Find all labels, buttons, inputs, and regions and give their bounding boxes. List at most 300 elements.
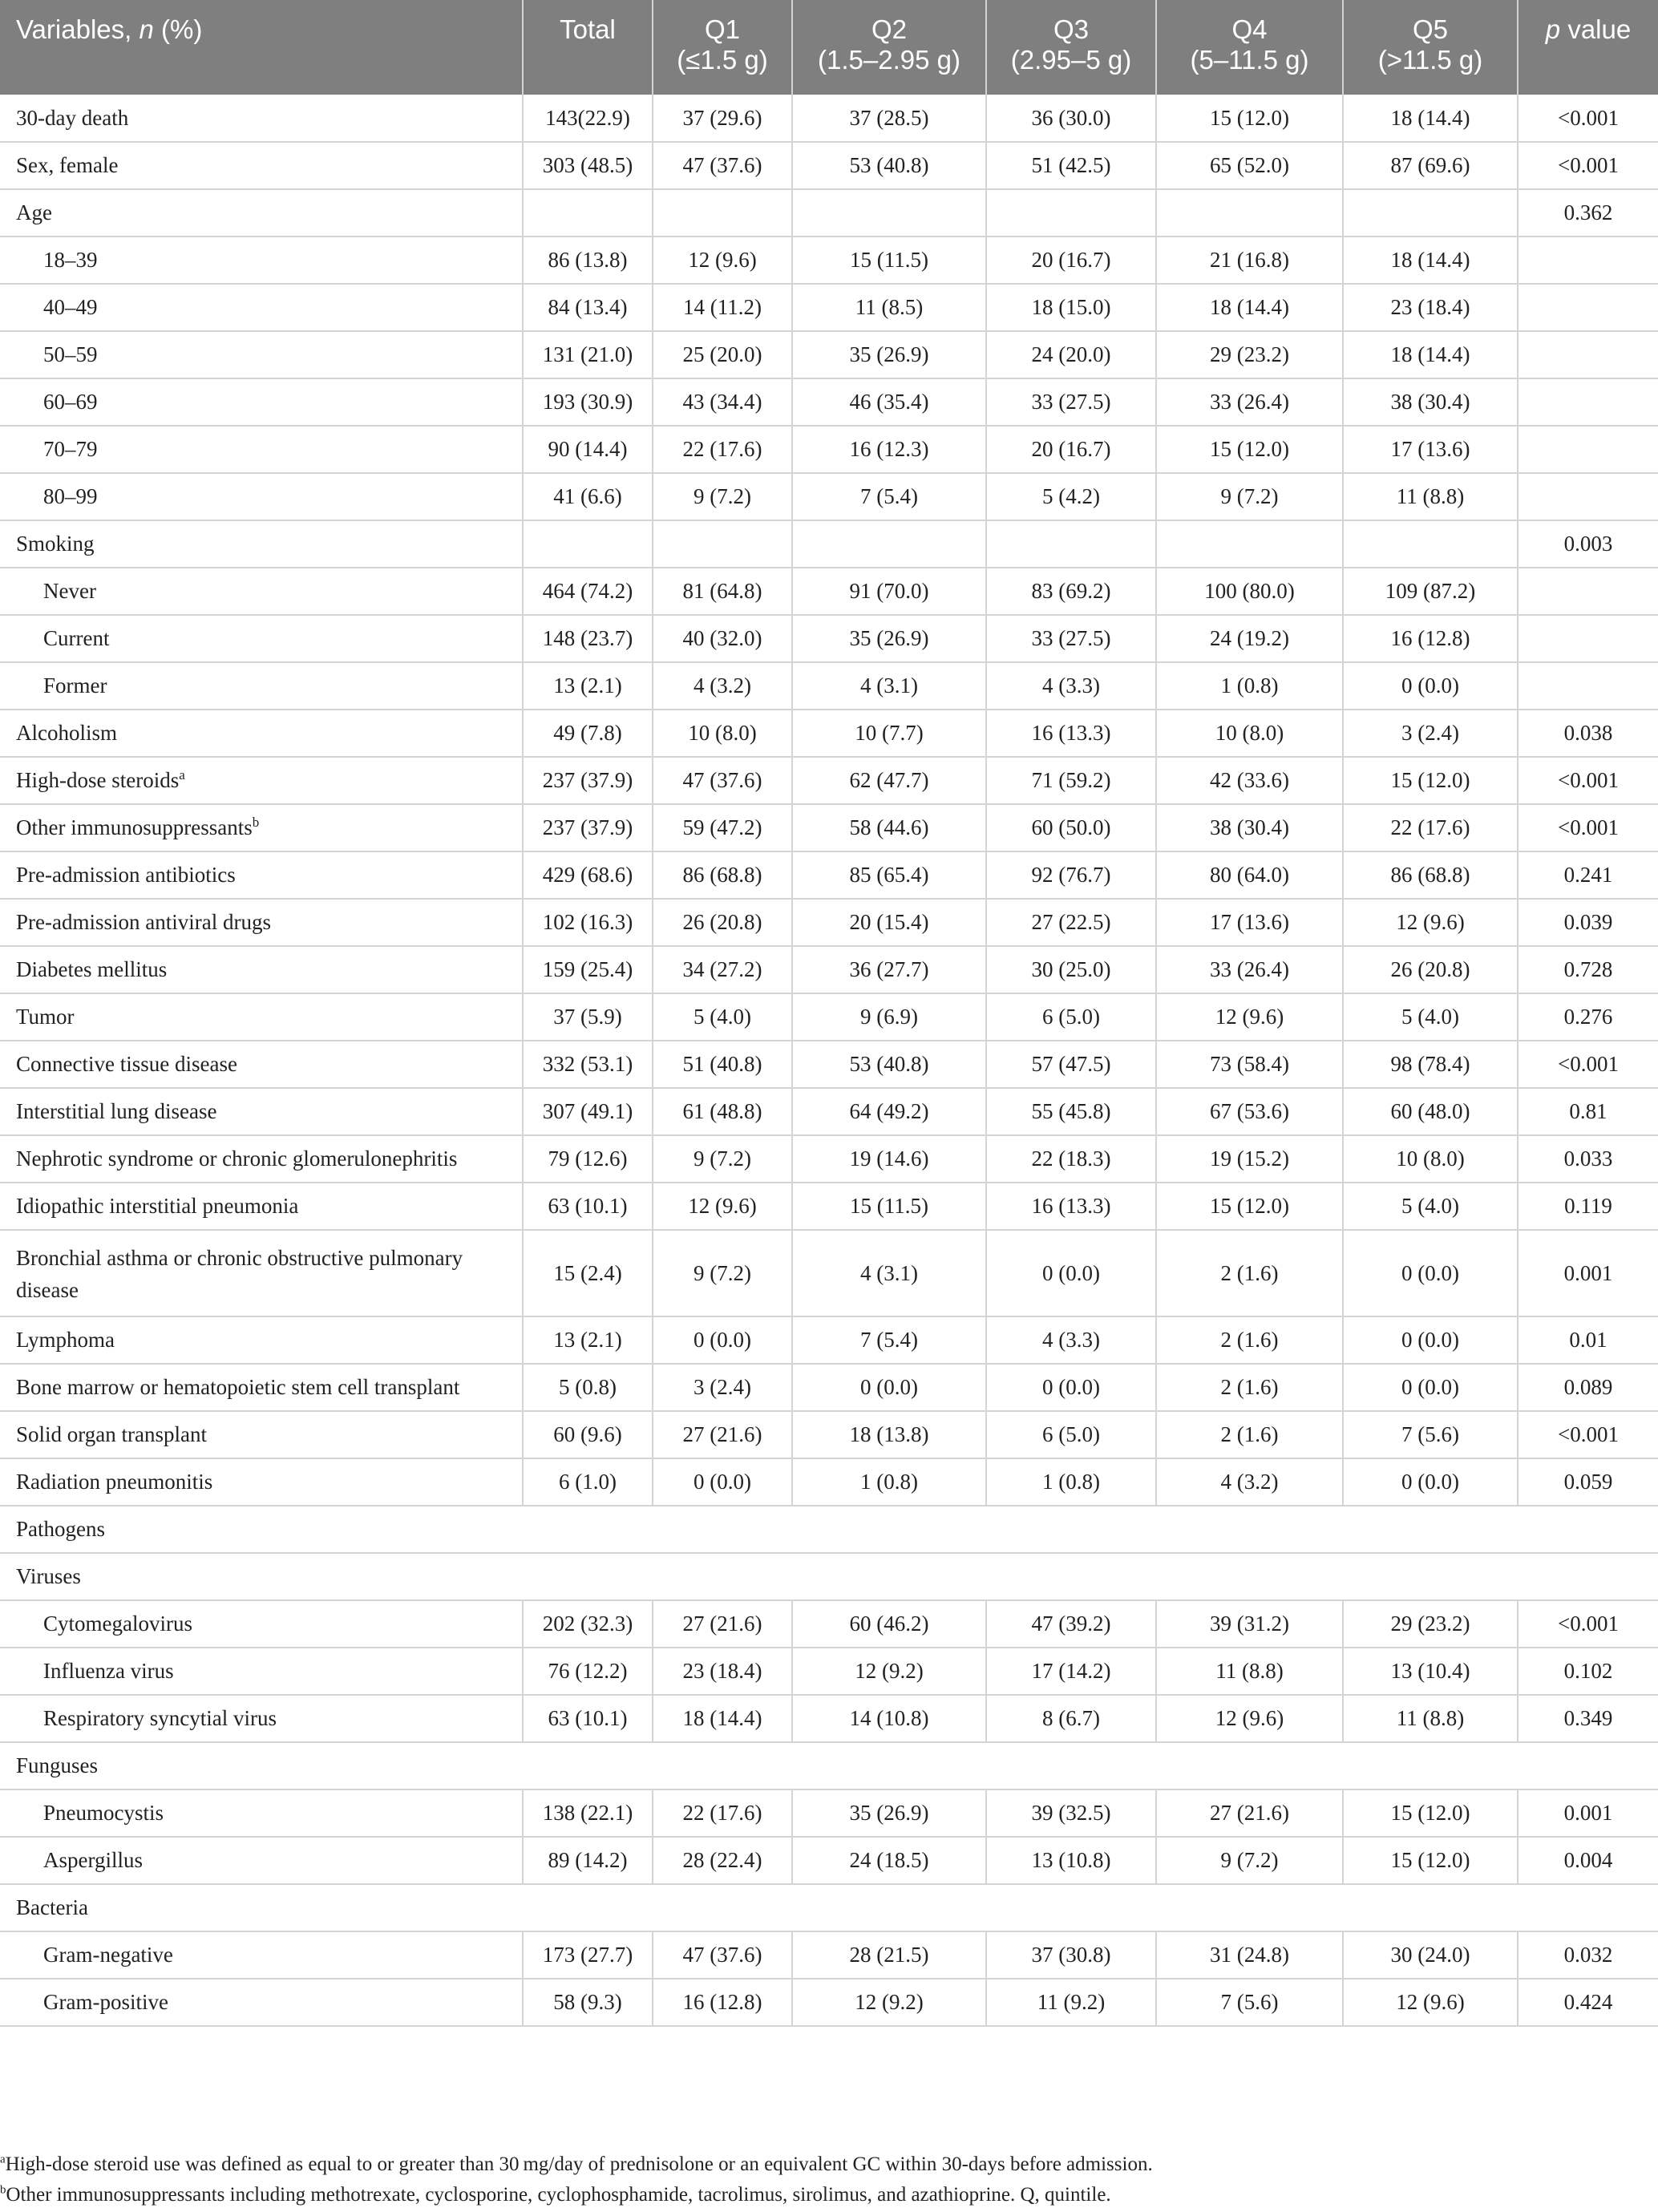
footnote-b: $^b$Other immunosuppressants including methotrexate, cyclosporine, cyclophosphamide, tacrolimus, sirolimus, and azathioprine. Q, quintile. [0,2183,1111,2206]
row-label-text: Solid organ transplant [16,1422,207,1446]
cell-q1: 22 (17.6) [653,426,792,473]
cell-q3: 13 (10.8) [986,1837,1156,1884]
cell-q4: 12 (9.6) [1156,993,1343,1041]
cell-q1: 12 (9.6) [653,237,792,284]
cell-q5: 60 (48.0) [1343,1088,1518,1135]
cell-q1: 5 (4.0) [653,993,792,1041]
row-label [0,804,523,851]
cell-q3: 0 (0.0) [986,1230,1156,1316]
cell-total: 102 (16.3) [523,899,653,946]
cell-q1: 22 (17.6) [653,1789,792,1837]
section-heading: Funguses [0,1742,1658,1789]
cell-q1: 27 (21.6) [653,1600,792,1648]
cell-total: 159 (25.4) [523,946,653,993]
header-q3: Q3 (2.95–5 g) [986,0,1156,95]
row-label-text: Pneumocystis [43,1801,164,1825]
cell-total: 37 (5.9) [523,993,653,1041]
cell-q2: 18 (13.8) [792,1411,986,1458]
cell-q2: 24 (18.5) [792,1837,986,1884]
cell-p-value: 0.059 [1518,1458,1658,1506]
cell-q5: 5 (4.0) [1343,993,1518,1041]
cell-q2: 35 (26.9) [792,1789,986,1837]
table-row [0,1600,1658,1648]
table-row [0,1230,1658,1316]
cell-q1: 9 (7.2) [653,1230,792,1316]
cell-q5: 5 (4.0) [1343,1183,1518,1230]
cell-q5: 30 (24.0) [1343,1931,1518,1979]
cell-q3: 36 (30.0) [986,95,1156,142]
cell-p-value: <0.001 [1518,757,1658,804]
header-q5: Q5 (>11.5 g) [1343,0,1518,95]
row-label-text: 70–79 [43,437,98,461]
cell-q4: 65 (52.0) [1156,142,1343,189]
cell-q1 [653,189,792,237]
row-label [0,615,523,662]
cell-total: 202 (32.3) [523,1600,653,1648]
cell-q3: 16 (13.3) [986,710,1156,757]
row-label [0,1364,523,1411]
cell-q3: 20 (16.7) [986,237,1156,284]
cell-q5: 11 (8.8) [1343,1695,1518,1742]
cell-p-value: 0.424 [1518,1979,1658,2026]
cell-q5: 18 (14.4) [1343,95,1518,142]
cell-q1: 18 (14.4) [653,1695,792,1742]
cell-q1 [653,520,792,568]
row-label-text: 18–39 [43,248,98,272]
cell-q2: 37 (28.5) [792,95,986,142]
row-label-text: Pre-admission antiviral drugs [16,910,271,934]
section-heading: Bacteria [0,1884,1658,1931]
cell-q1: 9 (7.2) [653,1135,792,1183]
cell-q4: 9 (7.2) [1156,473,1343,520]
cell-q5: 17 (13.6) [1343,426,1518,473]
cell-q4: 33 (26.4) [1156,378,1343,426]
cell-p-value: <0.001 [1518,1041,1658,1088]
cell-p-value: 0.119 [1518,1183,1658,1230]
cell-q5: 18 (14.4) [1343,237,1518,284]
footnote-a: $^a$High-dose steroid use was defined as equal to or greater than 30 mg/day of prednisolone or an equivalent GC within 30-days before admission. [0,2153,1153,2175]
row-label [0,568,523,615]
cell-q5: 87 (69.6) [1343,142,1518,189]
row-label [0,1789,523,1837]
table-row [0,1364,1658,1411]
table-row [0,189,1658,237]
header-p-value: p value [1518,0,1658,95]
row-label [0,899,523,946]
cell-p-value: 0.362 [1518,189,1658,237]
row-label [0,757,523,804]
cell-q2: 15 (11.5) [792,237,986,284]
table-row [0,1088,1658,1135]
cell-q5: 18 (14.4) [1343,331,1518,378]
table-row [0,1837,1658,1884]
table-row [0,899,1658,946]
cell-q2: 46 (35.4) [792,378,986,426]
cell-q2: 12 (9.2) [792,1979,986,2026]
cell-q5: 15 (12.0) [1343,1837,1518,1884]
cell-total: 63 (10.1) [523,1183,653,1230]
row-label-text: Nephrotic syndrome or chronic glomerulonephritis [16,1146,458,1171]
row-label-text: Never [43,579,96,603]
row-label-text: Aspergillus [43,1848,144,1872]
cell-q2: 36 (27.7) [792,946,986,993]
cell-q2: 53 (40.8) [792,142,986,189]
table-body [0,95,1658,2026]
cell-q5: 0 (0.0) [1343,1230,1518,1316]
cell-q5: 0 (0.0) [1343,662,1518,710]
table-row [0,710,1658,757]
cell-p-value [1518,568,1658,615]
cell-total: 58 (9.3) [523,1979,653,2026]
cell-q4: 2 (1.6) [1156,1230,1343,1316]
row-label [0,1230,523,1316]
row-label [0,662,523,710]
row-label-text: Tumor [16,1005,75,1029]
table-row [0,426,1658,473]
cell-q4: 18 (14.4) [1156,284,1343,331]
cell-total: 63 (10.1) [523,1695,653,1742]
cell-q3: 22 (18.3) [986,1135,1156,1183]
cell-q3: 71 (59.2) [986,757,1156,804]
cell-q4: 15 (12.0) [1156,95,1343,142]
row-label [0,1458,523,1506]
cell-p-value: 0.004 [1518,1837,1658,1884]
row-label-text: Cytomegalovirus [43,1611,192,1636]
cell-q2: 85 (65.4) [792,851,986,899]
cell-q4: 1 (0.8) [1156,662,1343,710]
cell-q1: 9 (7.2) [653,473,792,520]
cell-q4: 12 (9.6) [1156,1695,1343,1742]
table-row [0,946,1658,993]
cell-q2: 35 (26.9) [792,615,986,662]
row-label-text: 80–99 [43,484,98,508]
cell-q3: 27 (22.5) [986,899,1156,946]
cell-q1: 47 (37.6) [653,757,792,804]
cell-p-value: <0.001 [1518,142,1658,189]
table-row [0,1411,1658,1458]
cell-total: 429 (68.6) [523,851,653,899]
cell-q4: 38 (30.4) [1156,804,1343,851]
row-label-text: Bone marrow or hematopoietic stem cell transplant [16,1375,460,1399]
table-row [0,378,1658,426]
cell-q5: 12 (9.6) [1343,899,1518,946]
header-q2: Q2 (1.5–2.95 g) [792,0,986,95]
cell-q2: 60 (46.2) [792,1600,986,1648]
header-total: Total [523,0,653,95]
cell-q3: 18 (15.0) [986,284,1156,331]
cell-p-value: 0.01 [1518,1316,1658,1364]
cell-q5: 3 (2.4) [1343,710,1518,757]
row-label [0,284,523,331]
cell-q3: 24 (20.0) [986,331,1156,378]
row-label [0,1600,523,1648]
cell-total: 6 (1.0) [523,1458,653,1506]
row-label-text: 30-day death [16,105,129,130]
cell-total: 86 (13.8) [523,237,653,284]
cell-q4: 31 (24.8) [1156,1931,1343,1979]
row-label-text: Pre-admission antibiotics [16,863,236,887]
row-label [0,1041,523,1088]
cell-p-value [1518,426,1658,473]
row-label-text: High-dose steroids [16,768,180,792]
cell-q1: 12 (9.6) [653,1183,792,1230]
cell-q2: 64 (49.2) [792,1088,986,1135]
cell-total: 148 (23.7) [523,615,653,662]
cell-q3: 8 (6.7) [986,1695,1156,1742]
row-label-text: Radiation pneumonitis [16,1470,213,1494]
cell-q3: 1 (0.8) [986,1458,1156,1506]
cell-q3: 39 (32.5) [986,1789,1156,1837]
table-row [0,851,1658,899]
table-row [0,331,1658,378]
cell-q4: 67 (53.6) [1156,1088,1343,1135]
cell-q5: 13 (10.4) [1343,1648,1518,1695]
row-label [0,851,523,899]
cell-total: 464 (74.2) [523,568,653,615]
cell-q4: 2 (1.6) [1156,1364,1343,1411]
cell-q1: 86 (68.8) [653,851,792,899]
cell-total [523,189,653,237]
cell-q1: 37 (29.6) [653,95,792,142]
table-row [0,1041,1658,1088]
cell-p-value: 0.276 [1518,993,1658,1041]
header-q1: Q1 (≤1.5 g) [653,0,792,95]
cell-q4: 27 (21.6) [1156,1789,1343,1837]
cell-p-value: 0.349 [1518,1695,1658,1742]
cell-q4: 10 (8.0) [1156,710,1343,757]
cell-q5: 98 (78.4) [1343,1041,1518,1088]
cell-q4 [1156,189,1343,237]
cell-total: 49 (7.8) [523,710,653,757]
cell-q5: 38 (30.4) [1343,378,1518,426]
header-variables: Variables, n (%) [0,0,523,95]
cell-total: 15 (2.4) [523,1230,653,1316]
cell-q2: 12 (9.2) [792,1648,986,1695]
cell-p-value: 0.032 [1518,1931,1658,1979]
row-label-text: Lymphoma [16,1328,115,1352]
cell-q1: 27 (21.6) [653,1411,792,1458]
row-label [0,1931,523,1979]
cell-q5: 0 (0.0) [1343,1458,1518,1506]
row-label-text: Connective tissue disease [16,1052,237,1076]
cell-q2: 4 (3.1) [792,662,986,710]
cell-p-value: 0.001 [1518,1230,1658,1316]
cell-q4: 11 (8.8) [1156,1648,1343,1695]
cell-q5: 23 (18.4) [1343,284,1518,331]
cell-total: 173 (27.7) [523,1931,653,1979]
cell-p-value: 0.728 [1518,946,1658,993]
cell-total: 13 (2.1) [523,1316,653,1364]
cell-total: 193 (30.9) [523,378,653,426]
cell-q4: 2 (1.6) [1156,1316,1343,1364]
cell-p-value [1518,284,1658,331]
cell-q4: 7 (5.6) [1156,1979,1343,2026]
cell-p-value: <0.001 [1518,1411,1658,1458]
cell-total: 84 (13.4) [523,284,653,331]
header-q4: Q4 (5–11.5 g) [1156,0,1343,95]
cell-q4: 24 (19.2) [1156,615,1343,662]
cell-q1: 34 (27.2) [653,946,792,993]
row-label [0,95,523,142]
cell-q1: 47 (37.6) [653,1931,792,1979]
cell-q2: 91 (70.0) [792,568,986,615]
row-label-text: Former [43,673,107,698]
cell-total: 5 (0.8) [523,1364,653,1411]
cell-q2: 1 (0.8) [792,1458,986,1506]
cell-p-value [1518,237,1658,284]
cell-q4: 15 (12.0) [1156,426,1343,473]
header-row [0,0,1658,95]
cell-q2: 58 (44.6) [792,804,986,851]
cell-q3: 30 (25.0) [986,946,1156,993]
cell-q3: 33 (27.5) [986,615,1156,662]
cell-q1: 10 (8.0) [653,710,792,757]
table-row [0,1648,1658,1695]
row-label-text: Gram-negative [43,1943,173,1967]
cell-q4: 33 (26.4) [1156,946,1343,993]
cell-total: 60 (9.6) [523,1411,653,1458]
table-row [0,1316,1658,1364]
table-row [0,95,1658,142]
cell-q3: 6 (5.0) [986,993,1156,1041]
cell-total: 138 (22.1) [523,1789,653,1837]
footnotes [0,2149,1658,2210]
cell-q3: 37 (30.8) [986,1931,1156,1979]
cell-p-value: 0.102 [1518,1648,1658,1695]
row-label [0,473,523,520]
cell-q4: 15 (12.0) [1156,1183,1343,1230]
cell-q3: 17 (14.2) [986,1648,1156,1695]
table-row [0,993,1658,1041]
cell-q5: 10 (8.0) [1343,1135,1518,1183]
table-row [0,1183,1658,1230]
cell-q3: 60 (50.0) [986,804,1156,851]
cell-p-value: 0.089 [1518,1364,1658,1411]
cell-q3: 5 (4.2) [986,473,1156,520]
cell-q2: 7 (5.4) [792,473,986,520]
row-label [0,993,523,1041]
cell-q1: 0 (0.0) [653,1316,792,1364]
table-row [0,757,1658,804]
cell-p-value: 0.241 [1518,851,1658,899]
cell-q4: 2 (1.6) [1156,1411,1343,1458]
cell-q3: 57 (47.5) [986,1041,1156,1088]
cell-q1: 61 (48.8) [653,1088,792,1135]
table-row [0,1884,1658,1931]
cell-q5: 0 (0.0) [1343,1316,1518,1364]
cell-q4: 29 (23.2) [1156,331,1343,378]
cell-total: 332 (53.1) [523,1041,653,1088]
cell-q1: 51 (40.8) [653,1041,792,1088]
cell-q1: 81 (64.8) [653,568,792,615]
cell-p-value: 0.81 [1518,1088,1658,1135]
cell-q2 [792,520,986,568]
table-row [0,615,1658,662]
cell-total: 76 (12.2) [523,1648,653,1695]
cell-q2: 62 (47.7) [792,757,986,804]
cell-total: 13 (2.1) [523,662,653,710]
footnote-marker: a [179,767,185,782]
table-row [0,1931,1658,1979]
table-row [0,662,1658,710]
cell-q5: 11 (8.8) [1343,473,1518,520]
cell-q5: 16 (12.8) [1343,615,1518,662]
cell-q1: 59 (47.2) [653,804,792,851]
row-label-text: Influenza virus [43,1659,174,1683]
row-label-text: 40–49 [43,295,98,319]
row-label [0,946,523,993]
cell-total: 41 (6.6) [523,473,653,520]
cell-total: 143(22.9) [523,95,653,142]
cell-q1: 26 (20.8) [653,899,792,946]
footnote-marker: b [252,815,260,830]
cell-q2: 20 (15.4) [792,899,986,946]
cell-p-value: <0.001 [1518,804,1658,851]
cell-q1: 14 (11.2) [653,284,792,331]
table-row [0,1979,1658,2026]
row-label-text: Age [16,200,52,224]
table-row [0,1695,1658,1742]
cell-q3: 11 (9.2) [986,1979,1156,2026]
cell-q5: 22 (17.6) [1343,804,1518,851]
cell-p-value: <0.001 [1518,95,1658,142]
table-row [0,1742,1658,1789]
cell-total: 307 (49.1) [523,1088,653,1135]
cell-q1: 28 (22.4) [653,1837,792,1884]
cell-q5 [1343,520,1518,568]
row-label [0,1837,523,1884]
row-label [0,1648,523,1695]
cell-q1: 3 (2.4) [653,1364,792,1411]
cell-q1: 4 (3.2) [653,662,792,710]
cell-q2 [792,189,986,237]
cell-q1: 40 (32.0) [653,615,792,662]
cell-p-value: 0.039 [1518,899,1658,946]
cell-q3 [986,520,1156,568]
cell-q5: 0 (0.0) [1343,1364,1518,1411]
cell-q2: 16 (12.3) [792,426,986,473]
row-label-text: Smoking [16,532,95,556]
row-label-text: Interstitial lung disease [16,1099,217,1123]
row-label [0,710,523,757]
row-label [0,237,523,284]
cell-q5: 15 (12.0) [1343,1789,1518,1837]
cell-q3: 55 (45.8) [986,1088,1156,1135]
cell-q4: 39 (31.2) [1156,1600,1343,1648]
cell-total: 303 (48.5) [523,142,653,189]
row-label-text: 50–59 [43,342,98,366]
table-row [0,1789,1658,1837]
row-label [0,1183,523,1230]
cell-p-value: <0.001 [1518,1600,1658,1648]
cell-q3: 4 (3.3) [986,662,1156,710]
row-label-text: 60–69 [43,390,98,414]
cell-q5: 86 (68.8) [1343,851,1518,899]
cell-p-value: 0.038 [1518,710,1658,757]
row-label [0,331,523,378]
cell-q5: 109 (87.2) [1343,568,1518,615]
cell-q5: 7 (5.6) [1343,1411,1518,1458]
table-row [0,142,1658,189]
cell-total: 79 (12.6) [523,1135,653,1183]
table-row [0,1135,1658,1183]
row-label [0,1088,523,1135]
cell-q1: 16 (12.8) [653,1979,792,2026]
row-label-text: Other immunosuppressants [16,815,253,839]
table-row [0,284,1658,331]
cell-p-value: 0.001 [1518,1789,1658,1837]
table-row [0,473,1658,520]
